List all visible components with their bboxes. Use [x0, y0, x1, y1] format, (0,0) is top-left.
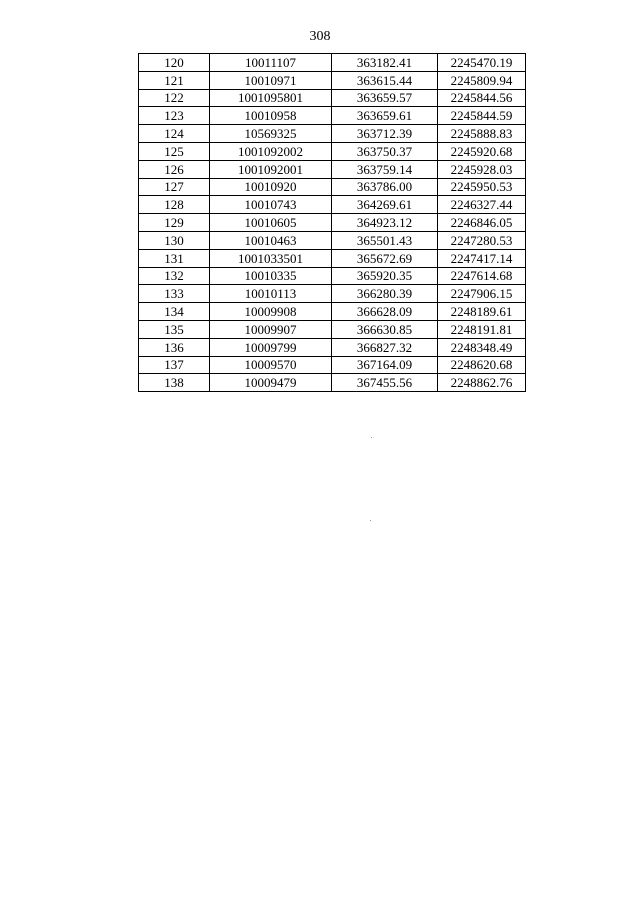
row-number-cell: 128 [139, 196, 210, 214]
row-number-cell: 124 [139, 125, 210, 143]
x-coordinate-cell: 365501.43 [332, 231, 438, 249]
point-id-cell: 10011107 [210, 54, 332, 72]
table-row [139, 142, 526, 160]
x-coordinate-cell: 363615.44 [332, 71, 438, 89]
row-number-cell: 120 [139, 54, 210, 72]
point-id-cell: 10009908 [210, 303, 332, 321]
scan-speck [370, 520, 371, 521]
x-coordinate-cell: 363659.61 [332, 107, 438, 125]
y-coordinate-cell: 2247906.15 [438, 285, 526, 303]
table-row [139, 320, 526, 338]
y-coordinate-cell: 2248191.81 [438, 320, 526, 338]
point-id-cell: 1001092001 [210, 160, 332, 178]
point-id-cell: 10009570 [210, 356, 332, 374]
row-number-cell: 129 [139, 214, 210, 232]
table-row [139, 107, 526, 125]
row-number-cell: 134 [139, 303, 210, 321]
x-coordinate-cell: 365920.35 [332, 267, 438, 285]
table-row [139, 374, 526, 392]
y-coordinate-cell: 2248620.68 [438, 356, 526, 374]
x-coordinate-cell: 363759.14 [332, 160, 438, 178]
table-row [139, 356, 526, 374]
point-id-cell: 10010113 [210, 285, 332, 303]
table-row [139, 214, 526, 232]
table-row [139, 178, 526, 196]
row-number-cell: 130 [139, 231, 210, 249]
point-id-cell: 1001033501 [210, 249, 332, 267]
coordinates-table [138, 53, 526, 392]
x-coordinate-cell: 367455.56 [332, 374, 438, 392]
x-coordinate-cell: 367164.09 [332, 356, 438, 374]
point-id-cell: 10010743 [210, 196, 332, 214]
y-coordinate-cell: 2245888.83 [438, 125, 526, 143]
y-coordinate-cell: 2248189.61 [438, 303, 526, 321]
table-body [139, 54, 526, 392]
x-coordinate-cell: 366280.39 [332, 285, 438, 303]
x-coordinate-cell: 363750.37 [332, 142, 438, 160]
x-coordinate-cell: 366827.32 [332, 338, 438, 356]
row-number-cell: 125 [139, 142, 210, 160]
table-row [139, 249, 526, 267]
row-number-cell: 138 [139, 374, 210, 392]
y-coordinate-cell: 2248862.76 [438, 374, 526, 392]
table-row [139, 267, 526, 285]
table-row [139, 125, 526, 143]
table-row [139, 160, 526, 178]
y-coordinate-cell: 2246327.44 [438, 196, 526, 214]
x-coordinate-cell: 364269.61 [332, 196, 438, 214]
x-coordinate-cell: 363786.00 [332, 178, 438, 196]
y-coordinate-cell: 2245844.59 [438, 107, 526, 125]
y-coordinate-cell: 2247417.14 [438, 249, 526, 267]
y-coordinate-cell: 2248348.49 [438, 338, 526, 356]
table-row [139, 285, 526, 303]
y-coordinate-cell: 2245920.68 [438, 142, 526, 160]
y-coordinate-cell: 2245470.19 [438, 54, 526, 72]
row-number-cell: 136 [139, 338, 210, 356]
point-id-cell: 10569325 [210, 125, 332, 143]
y-coordinate-cell: 2245809.94 [438, 71, 526, 89]
y-coordinate-cell: 2245928.03 [438, 160, 526, 178]
table-row [139, 231, 526, 249]
row-number-cell: 132 [139, 267, 210, 285]
point-id-cell: 10010971 [210, 71, 332, 89]
scan-speck [371, 437, 372, 438]
point-id-cell: 10009799 [210, 338, 332, 356]
point-id-cell: 1001092002 [210, 142, 332, 160]
row-number-cell: 133 [139, 285, 210, 303]
x-coordinate-cell: 364923.12 [332, 214, 438, 232]
x-coordinate-cell: 363659.57 [332, 89, 438, 107]
table-row [139, 89, 526, 107]
table-row [139, 338, 526, 356]
point-id-cell: 10010463 [210, 231, 332, 249]
table-row [139, 71, 526, 89]
table-row [139, 54, 526, 72]
y-coordinate-cell: 2246846.05 [438, 214, 526, 232]
point-id-cell: 10010605 [210, 214, 332, 232]
row-number-cell: 121 [139, 71, 210, 89]
x-coordinate-cell: 363712.39 [332, 125, 438, 143]
row-number-cell: 123 [139, 107, 210, 125]
y-coordinate-cell: 2245950.53 [438, 178, 526, 196]
table-row [139, 196, 526, 214]
row-number-cell: 126 [139, 160, 210, 178]
page-number: 308 [309, 29, 331, 44]
row-number-cell: 122 [139, 89, 210, 107]
y-coordinate-cell: 2247614.68 [438, 267, 526, 285]
point-id-cell: 10010335 [210, 267, 332, 285]
point-id-cell: 1001095801 [210, 89, 332, 107]
point-id-cell: 10009907 [210, 320, 332, 338]
x-coordinate-cell: 366630.85 [332, 320, 438, 338]
row-number-cell: 127 [139, 178, 210, 196]
row-number-cell: 137 [139, 356, 210, 374]
y-coordinate-cell: 2247280.53 [438, 231, 526, 249]
point-id-cell: 10010920 [210, 178, 332, 196]
table-row [139, 303, 526, 321]
x-coordinate-cell: 365672.69 [332, 249, 438, 267]
x-coordinate-cell: 363182.41 [332, 54, 438, 72]
y-coordinate-cell: 2245844.56 [438, 89, 526, 107]
point-id-cell: 10009479 [210, 374, 332, 392]
x-coordinate-cell: 366628.09 [332, 303, 438, 321]
row-number-cell: 135 [139, 320, 210, 338]
row-number-cell: 131 [139, 249, 210, 267]
point-id-cell: 10010958 [210, 107, 332, 125]
